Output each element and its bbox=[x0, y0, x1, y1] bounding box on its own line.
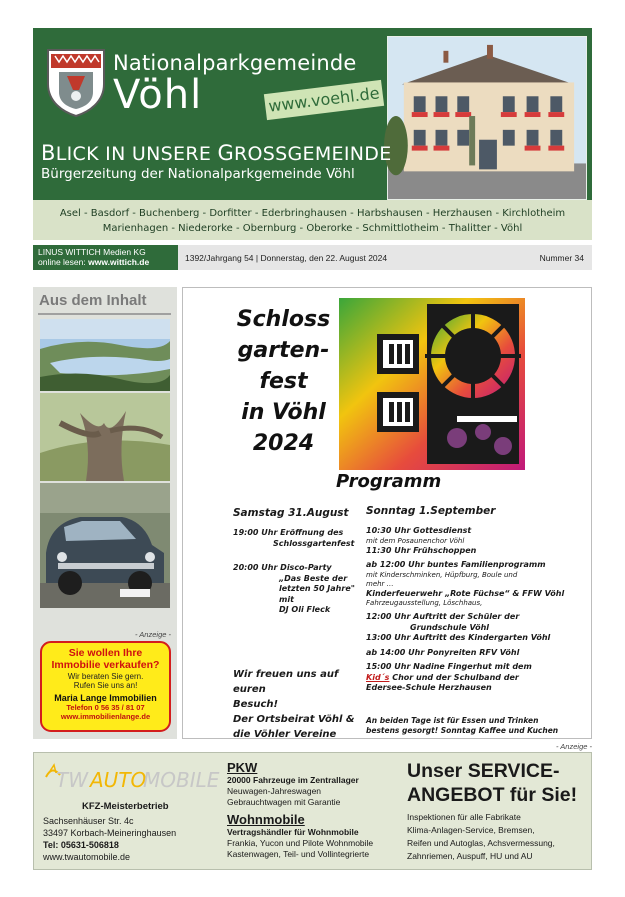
village-list bbox=[33, 200, 592, 240]
issue-number: Nummer 34 bbox=[539, 253, 584, 263]
town-hall-photo bbox=[387, 36, 587, 200]
website-link[interactable]: www.voehl.de bbox=[264, 80, 384, 120]
schedule-item: 12:00 Uhr Auftritt der Schüler der Grundschule Vöhl 13:00 Uhr Auftritt des Kindergarten Vöhl bbox=[366, 612, 551, 642]
publisher-link[interactable]: www.wittich.de bbox=[88, 257, 150, 267]
festival-logo-icon bbox=[339, 298, 525, 470]
lake-landscape-thumbnail[interactable] bbox=[40, 319, 170, 391]
svg-text:AUTO: AUTO bbox=[90, 768, 147, 792]
schedule-item: 15:00 Uhr Nadine Fingerhut mit dem Kid´s Chor und der Schulband der Edersee-Schule Herzhausen bbox=[366, 662, 532, 692]
svg-text:MOBILE: MOBILE bbox=[143, 768, 220, 792]
closing-greeting: Wir freuen uns auf euren Besuch! Der Ortsbeirat Vöhl & die Vöhler Vereine bbox=[233, 669, 355, 740]
village-list-line-2: Marienhagen - Niederorke - Obernburg - Oberorke - Schmittlotheim - Thalitter - Vöhl bbox=[102, 223, 523, 234]
festival-poster bbox=[182, 287, 592, 739]
vintage-car-thumbnail[interactable] bbox=[40, 483, 170, 608]
immo-headline: Sie wollen Ihre Immobilie verkaufen? bbox=[51, 647, 160, 671]
sunday-title: Sonntag 1.September bbox=[366, 505, 496, 517]
real-estate-advertisement[interactable] bbox=[40, 641, 171, 732]
dealer-website[interactable]: www.twautomobile.de bbox=[43, 852, 131, 862]
service-offers bbox=[407, 759, 589, 863]
saturday-title: Samstag 31.August bbox=[233, 507, 349, 519]
village-list-line-1: Asel - Basdorf - Buchenberg - Dorfitter - Ederbringhausen - Harbshausen - Herzhausen - Kirchlotheim bbox=[59, 208, 566, 219]
immo-subline: Wir beraten Sie gern. Rufen Sie uns an! bbox=[67, 672, 144, 690]
motorhome-heading: Wohnmobile bbox=[227, 812, 305, 827]
svg-text:TW: TW bbox=[56, 768, 88, 792]
service-heading: Unser SERVICE- ANGEBOT für Sie! bbox=[407, 760, 578, 806]
catering-note: An beiden Tage ist für Essen und Trinken bestens gesorgt! Sonntag Kaffee und Kuchen bbox=[366, 716, 559, 735]
tw-automobile-logo bbox=[42, 763, 220, 793]
car-dealer-advertisement[interactable] bbox=[33, 752, 592, 870]
pkw-heading: PKW bbox=[227, 760, 258, 775]
issue-details: 1392/Jahrgang 54 | Donnerstag, den 22. August 2024 bbox=[185, 253, 388, 263]
dealer-address: Sachsenhäuser Str. 4c 33497 Korbach-Meineringhausen Tel: 05631-506818 www.twautomobile.de bbox=[43, 816, 177, 862]
sidebar-divider bbox=[38, 313, 171, 315]
brand-town-name: Vöhl bbox=[113, 72, 203, 118]
dealer-tagline: KFZ-Meisterbetrieb bbox=[82, 801, 169, 812]
municipal-crest-icon bbox=[45, 46, 107, 118]
schedule-item: ab 14:00 Uhr Ponyreiten RFV Vöhl bbox=[366, 647, 520, 657]
schedule-item: 10:30 Uhr Gottesdienst mit dem Posaunenchor Vöhl 11:30 Uhr Frühschoppen bbox=[366, 526, 477, 555]
poster-title: Schloss garten- fest in Vöhl 2024 bbox=[236, 307, 331, 456]
schedule-item: 20:00 Uhr Disco-Party „Das Beste der letzten 50 Jahre" mit DJ Oli Fleck bbox=[233, 563, 355, 614]
publisher-online: online lesen: www.wittich.de bbox=[38, 257, 150, 267]
program-heading: Programm bbox=[336, 471, 442, 492]
vehicle-offers: PKW 20000 Fahrzeuge im Zentrallager Neuwagen-Jahreswagen Gebrauchtwagen mit Garantie Wohnmobile Vertragshändler für Wohnmobile Frankia, Yucon und Pilote Wohnmobile Kastenwagen, Teil- und Vollintegrierte bbox=[227, 761, 402, 860]
immo-website[interactable]: www.immobilienlange.de bbox=[60, 712, 151, 721]
sidebar-title: Aus dem Inhalt bbox=[39, 292, 147, 309]
saturday-schedule bbox=[233, 507, 383, 630]
brand-title: Nationalparkgemeinde bbox=[113, 51, 357, 75]
tagline: BLICK IN UNSERE GROSSGEMEINDE bbox=[41, 141, 392, 165]
schedule-item: 19:00 Uhr Eröffnung des Schlossgartenfest bbox=[233, 528, 355, 548]
dealer-phone[interactable]: Tel: 05631-506818 bbox=[43, 840, 119, 850]
issue-info-bar bbox=[33, 245, 592, 270]
masthead bbox=[33, 28, 592, 240]
old-tree-thumbnail[interactable] bbox=[40, 393, 170, 481]
contents-sidebar bbox=[33, 287, 177, 739]
subtitle: Bürgerzeitung der Nationalparkgemeinde Vöhl bbox=[41, 166, 355, 182]
publisher-box bbox=[33, 245, 178, 270]
service-list: Inspektionen für alle Fabrikate Klima-Anlagen-Service, Bremsen, Reifen und Autoglas, Achsvermessung, Zahnriemen, Auspuff, HU und AU bbox=[407, 812, 555, 861]
immo-phone[interactable]: Telefon 0 56 35 / 81 07 bbox=[66, 703, 145, 712]
kids-label: Kid´s bbox=[366, 672, 390, 682]
immo-company: Maria Lange Immobilien bbox=[54, 693, 157, 703]
publisher-name: LINUS WITTICH Medien KG bbox=[38, 247, 146, 257]
advertisement-label: - Anzeige - bbox=[135, 630, 171, 639]
schedule-item: ab 12:00 Uhr buntes Familienprogramm mit Kinderschminken, Hüpfburg, Boule und mehr … Kinderfeuerwehr „Rote Füchse“ & FFW Vöhl Fahrzeugausstellung, Löschhaus, bbox=[366, 560, 565, 607]
advertisement-label: - Anzeige - bbox=[556, 742, 592, 751]
sunday-schedule bbox=[366, 505, 588, 698]
